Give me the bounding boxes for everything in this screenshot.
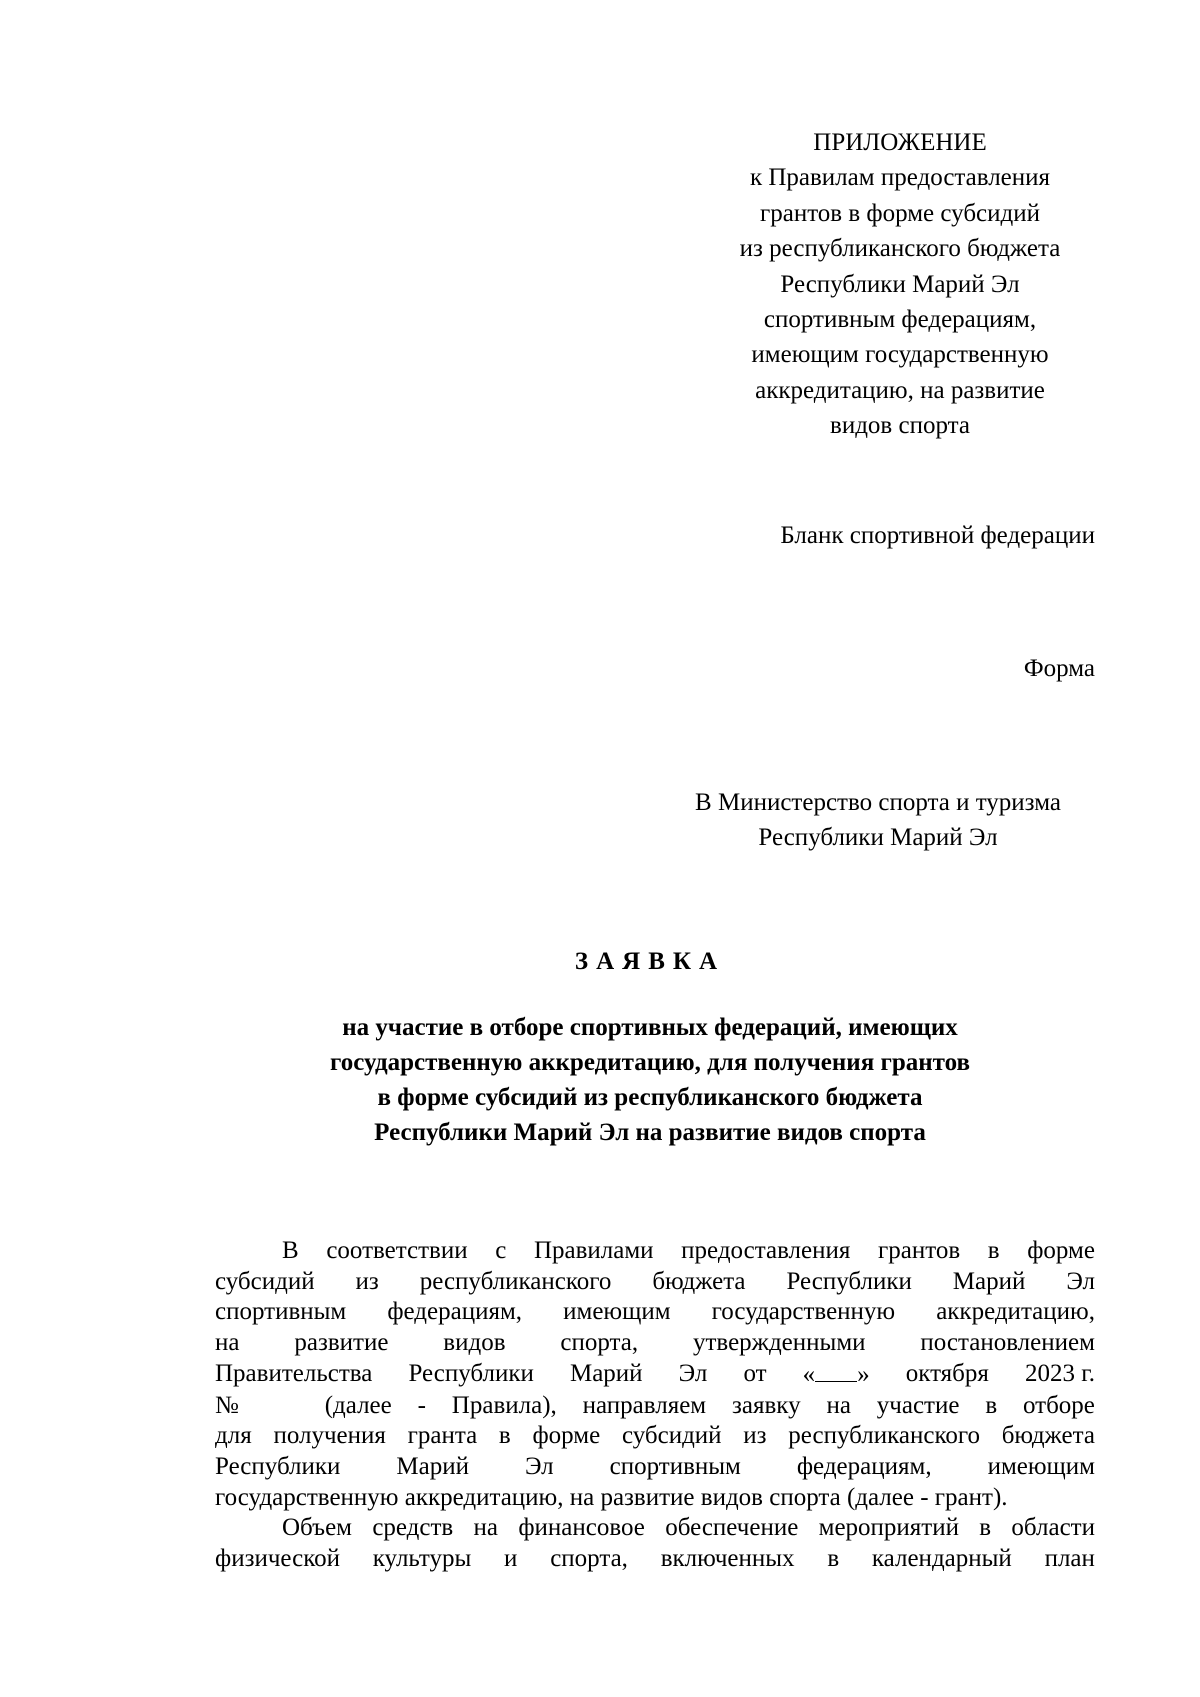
appendix-header <box>700 125 1100 444</box>
quote-open: « <box>802 1360 816 1388</box>
subtitle-line: в форме субсидий из республиканского бюджета <box>377 1084 923 1111</box>
body-word: Республики <box>408 1359 534 1387</box>
body-word: В <box>282 1237 299 1264</box>
body-word: спорта, <box>560 1329 639 1357</box>
body-word: аккредитацию, <box>936 1298 1095 1326</box>
body-word: Правилами <box>533 1237 654 1264</box>
body-line <box>215 1359 1095 1391</box>
body-word: Марий <box>396 1452 469 1480</box>
body-word: Республики <box>215 1452 341 1480</box>
body-word: 2023 г. <box>1025 1359 1095 1387</box>
body-line <box>215 1483 1095 1514</box>
body-word: физической <box>215 1545 340 1573</box>
body-word: форме <box>532 1422 601 1450</box>
body-word: субсидий <box>621 1422 722 1450</box>
body-line <box>215 1544 1095 1575</box>
body-word: развитие <box>294 1329 389 1357</box>
body-word: культуры <box>372 1545 472 1573</box>
body-word: федерациям, <box>387 1298 523 1326</box>
addressee-line: В Министерство спорта и туризма <box>695 789 1061 816</box>
quote-close: » <box>857 1360 870 1388</box>
body-word: видов <box>443 1329 506 1357</box>
body-line <box>215 1236 1095 1267</box>
body-line <box>215 1452 1095 1483</box>
appendix-line: Республики Марий Эл <box>780 270 1020 298</box>
body-word: получения <box>273 1422 386 1450</box>
subtitle-line: Республики Марий Эл на развитие видов спорта <box>374 1119 926 1146</box>
letterhead-placeholder: Бланк спортивной федерации <box>780 522 1095 549</box>
number-sign: № <box>215 1391 239 1419</box>
body-word: из <box>743 1422 767 1450</box>
body-word: федерациям, <box>796 1452 932 1480</box>
body-word: Эл <box>1066 1267 1095 1295</box>
body-word: включенных <box>660 1545 795 1573</box>
body-word: на <box>215 1329 240 1357</box>
day-blank-underline <box>815 1359 857 1382</box>
body-word: отборе <box>1022 1391 1095 1419</box>
addressee-line: Республики Марий Эл <box>758 824 998 851</box>
document-title: ЗАЯВКА <box>574 948 726 975</box>
body-word: спортивным <box>215 1298 347 1326</box>
body-line <box>215 1297 1095 1328</box>
body-word: Эл <box>524 1452 554 1480</box>
appendix-line: аккредитацию, на развитие <box>755 376 1045 404</box>
date-blank <box>803 1359 870 1391</box>
body-word: календарный <box>871 1545 1012 1573</box>
addressee-block <box>660 785 1096 855</box>
body-word: мероприятий <box>818 1514 959 1542</box>
body-line <box>215 1267 1095 1298</box>
body-line <box>215 1513 1095 1544</box>
appendix-line: спортивным федерациям, <box>763 306 1037 334</box>
body-word: государственную <box>711 1298 896 1326</box>
number-blank <box>215 1391 299 1422</box>
body-word: Марий <box>569 1359 643 1387</box>
body-word: в <box>979 1514 992 1542</box>
body-word: средств <box>372 1514 454 1542</box>
body-word: на <box>826 1391 851 1419</box>
body-word: грантов <box>878 1237 961 1264</box>
body-word: с <box>495 1237 507 1264</box>
body-word: имеющим <box>563 1298 671 1326</box>
appendix-line: видов спорта <box>830 412 970 440</box>
appendix-line: грантов в форме субсидий <box>759 199 1041 227</box>
body-word: постановлением <box>920 1329 1095 1357</box>
body-word: субсидий <box>215 1267 315 1295</box>
body-word: в <box>827 1545 840 1573</box>
body-line-text: государственную аккредитацию, на развитие видов спорта (далее - грант). <box>215 1483 1008 1511</box>
body-word: Объем <box>282 1514 352 1542</box>
body-word: в <box>498 1422 511 1450</box>
form-label: Форма <box>1023 655 1095 682</box>
body-word: направляем <box>582 1391 707 1419</box>
body-word: план <box>1044 1545 1095 1573</box>
body-word: в <box>985 1391 998 1419</box>
document-subtitle <box>0 1010 1200 1150</box>
body-word: участие <box>876 1391 960 1419</box>
body-word: гранта <box>407 1422 478 1450</box>
body-word: от <box>743 1359 767 1387</box>
body-word: на <box>473 1514 499 1542</box>
body-word: утвержденными <box>693 1329 866 1357</box>
body-word: заявку <box>732 1391 801 1419</box>
appendix-line: из республиканского бюджета <box>739 235 1061 263</box>
body-word: для <box>215 1422 252 1450</box>
appendix-line: имеющим государственную <box>751 341 1049 369</box>
body-word: республиканского <box>419 1267 612 1295</box>
body-word: бюджета <box>1001 1422 1095 1450</box>
body-text <box>215 1236 1095 1575</box>
body-word: обеспечение <box>665 1514 799 1542</box>
body-word: спортивным <box>609 1452 741 1480</box>
body-word: бюджета <box>652 1267 746 1295</box>
body-word: области <box>1011 1514 1095 1542</box>
body-word: из <box>355 1267 379 1295</box>
body-word: имеющим <box>987 1452 1095 1480</box>
body-line <box>215 1391 1095 1422</box>
body-word: спорта, <box>550 1545 628 1573</box>
subtitle-line: государственную аккредитацию, для получения грантов <box>330 1049 970 1076</box>
body-word: предоставления <box>681 1237 851 1264</box>
subtitle-line: на участие в отборе спортивных федераций, имеющих <box>342 1014 958 1041</box>
body-word: республиканского <box>788 1422 980 1450</box>
body-word: Эл <box>678 1359 708 1387</box>
body-word: Республики <box>786 1267 912 1295</box>
body-line <box>215 1421 1095 1452</box>
body-word: финансовое <box>518 1514 645 1542</box>
appendix-title: ПРИЛОЖЕНИЕ <box>813 129 987 156</box>
body-word: соответствии <box>326 1237 468 1264</box>
body-word: в <box>987 1237 1000 1264</box>
body-word: - <box>417 1391 426 1419</box>
body-word: форме <box>1027 1237 1095 1264</box>
body-word: и <box>504 1545 518 1573</box>
appendix-line: к Правилам предоставления <box>749 164 1051 192</box>
body-word: октября <box>905 1359 989 1387</box>
body-word: (далее <box>324 1391 392 1419</box>
body-word: Правила), <box>451 1391 557 1419</box>
body-line <box>215 1328 1095 1359</box>
body-word: Правительства <box>215 1359 373 1387</box>
body-word: Марий <box>952 1267 1026 1295</box>
